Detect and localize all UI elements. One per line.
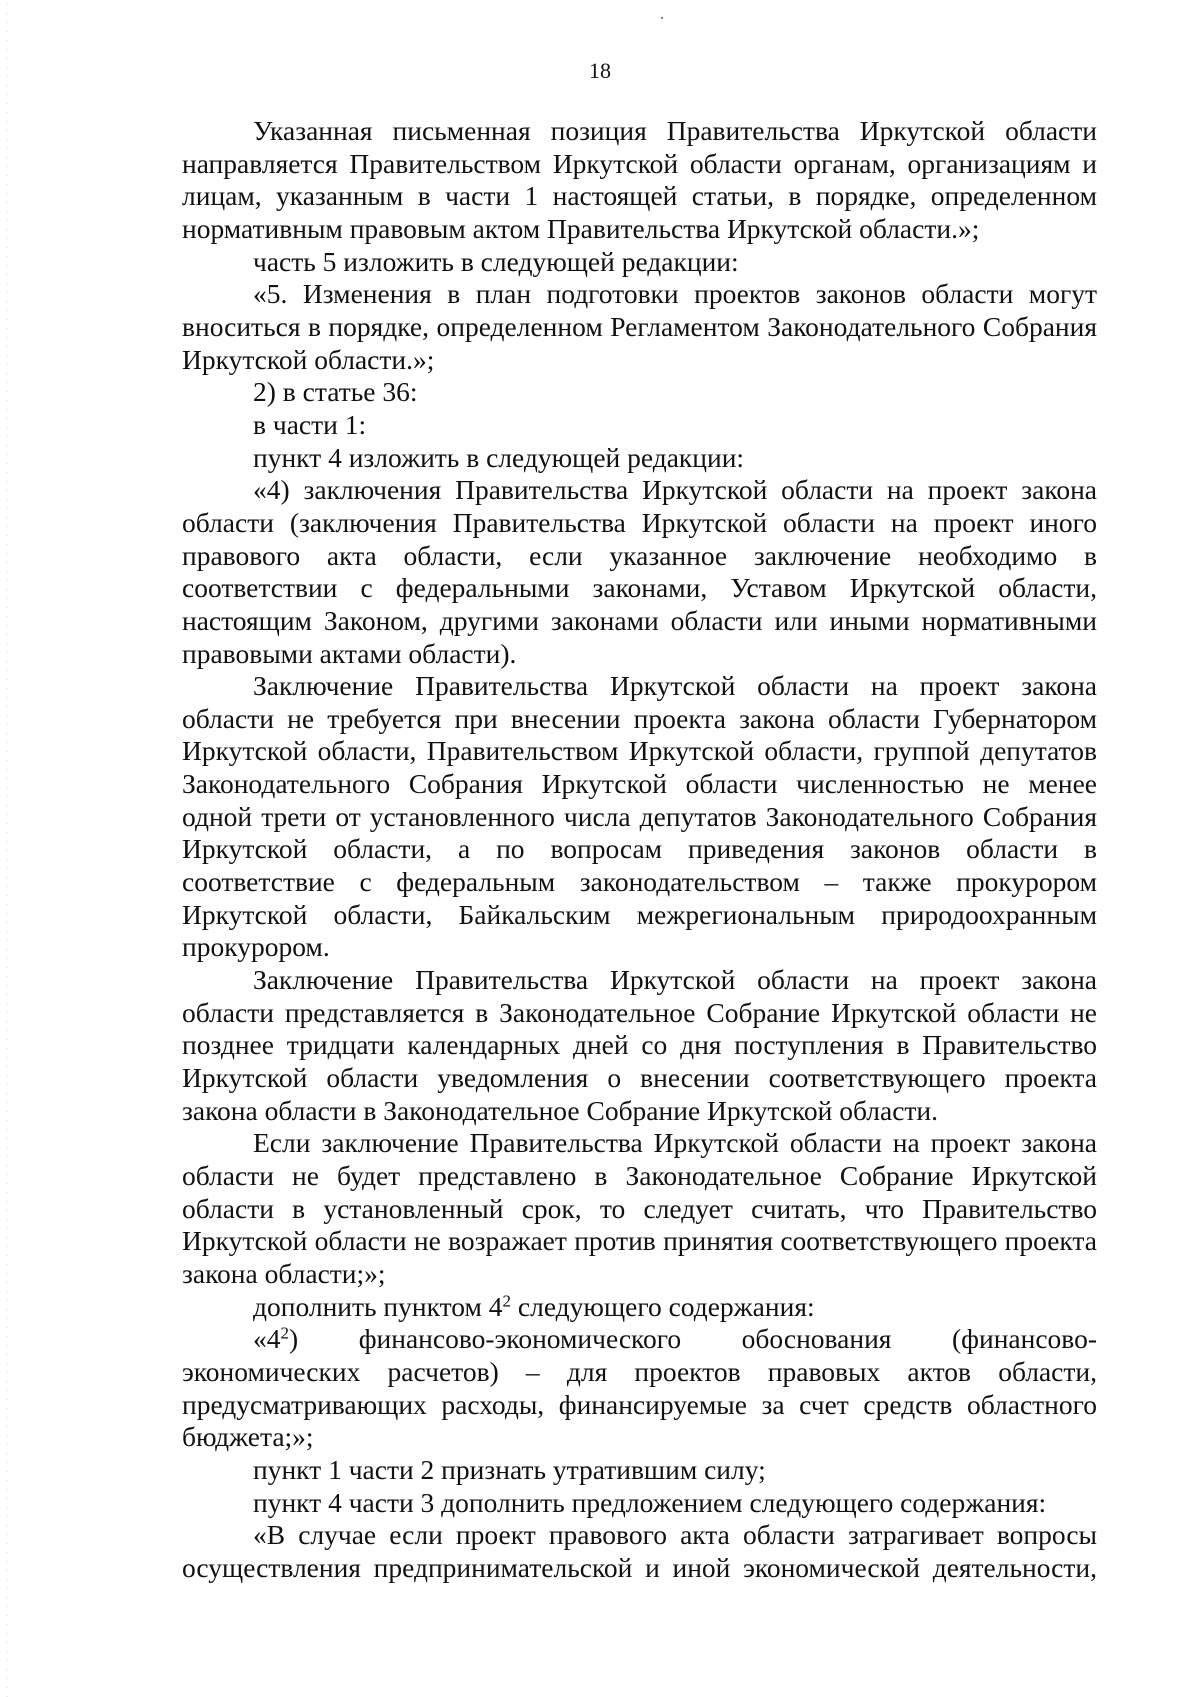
paragraph-part-3-item-4-instruction: пункт 4 части 3 дополнить предложением следующего содержания:: [253, 1486, 1047, 1518]
paragraph-article-36: 2) в статье 36:: [253, 376, 418, 408]
scan-speck: [661, 17, 663, 19]
paragraph-part-3-item-4-text: «В случае если проект правового акта области затрагивает вопросы осуществления предпринимательской и иной экономической деятельности,: [182, 1519, 1097, 1583]
paragraph-item-4-2-instruction: [182, 1291, 1097, 1324]
item-4-2-text-before: «4: [253, 1323, 281, 1355]
paragraph-conclusion-deadline: Заключение Правительства Иркутской области на проект закона области представляется в Законодательное Собрание Иркутской области не позднее тридцати календарных дней со дня поступления в Правительство Иркутской области уведомления о внесении соответствующего проекта закона области в Законодательное Собрание Иркутской области.: [182, 964, 1097, 1126]
paragraph-conclusion-not-required: Заключение Правительства Иркутской области на проект закона области не требуется при внесении проекта закона области Губернатором Иркутской области, Правительством Иркутской области, группой депутатов Законодательного Собрания Иркутской области численностью не менее одной трети от установленного числа депутатов Законодательного Собрания Иркутской области, а по вопросам приведения законов области в соответствие с федеральным законодательством – также прокурором Иркутской области, Байкальским межрегиональным природоохранным прокурором.: [182, 670, 1097, 963]
paragraph-written-position: Указанная письменная позиция Правительства Иркутской области направляется Правительством Иркутской области органам, организациям и лицам, указанным в части 1 настоящей статьи, в порядке, определенном нормативным правовым актом Правительства Иркутской области.»;: [182, 115, 1097, 244]
paragraph-part-5-instruction: часть 5 изложить в следующей редакции:: [253, 245, 739, 277]
item-4-2-text-after: ) финансово-экономического обоснования (финансово-экономических расчетов) – для проектов правовых актов области, предусматривающих расходы, финансируемые за счет средств областного бюджета;»;: [182, 1323, 1097, 1453]
paragraph-item-4-instruction: пункт 4 изложить в следующей редакции:: [253, 441, 745, 473]
paragraph-part-1: в части 1:: [253, 408, 367, 440]
paragraph-part-5-text: «5. Изменения в план подготовки проектов законов области могут вноситься в порядке, определенном Регламентом Законодательного Собрания Иркутской области.»;: [182, 278, 1097, 375]
item-4-2-intro-before: дополнить пунктом 4: [253, 1290, 503, 1322]
page-number: 18: [589, 58, 611, 83]
paragraph-item-4-2-text: [182, 1323, 1097, 1454]
paragraph-conclusion-absent: Если заключение Правительства Иркутской области на проект закона области не будет представлено в Законодательное Собрание Иркутской области в установленный срок, то следует считать, что Правительство Иркутской области не возражает против принятия соответствующего проекта закона области;»;: [182, 1127, 1097, 1289]
document-body: [182, 115, 1097, 1585]
superscript: 2: [280, 1323, 289, 1343]
paragraph-part-2-item-1: пункт 1 части 2 признать утратившим силу;: [253, 1453, 766, 1485]
superscript: 2: [502, 1291, 512, 1311]
scan-edge-artifact: [6, 0, 8, 1697]
item-4-2-intro-after: следующего содержания:: [511, 1290, 815, 1322]
paragraph-item-4-text: «4) заключения Правительства Иркутской области на проект закона области (заключения Правительства Иркутской области на проект иного правового акта области, если указанное заключение необходимо в соответствии с федеральными законами, Уставом Иркутской области, настоящим Законом, другими законами области или иными нормативными правовыми актами области).: [182, 474, 1097, 669]
